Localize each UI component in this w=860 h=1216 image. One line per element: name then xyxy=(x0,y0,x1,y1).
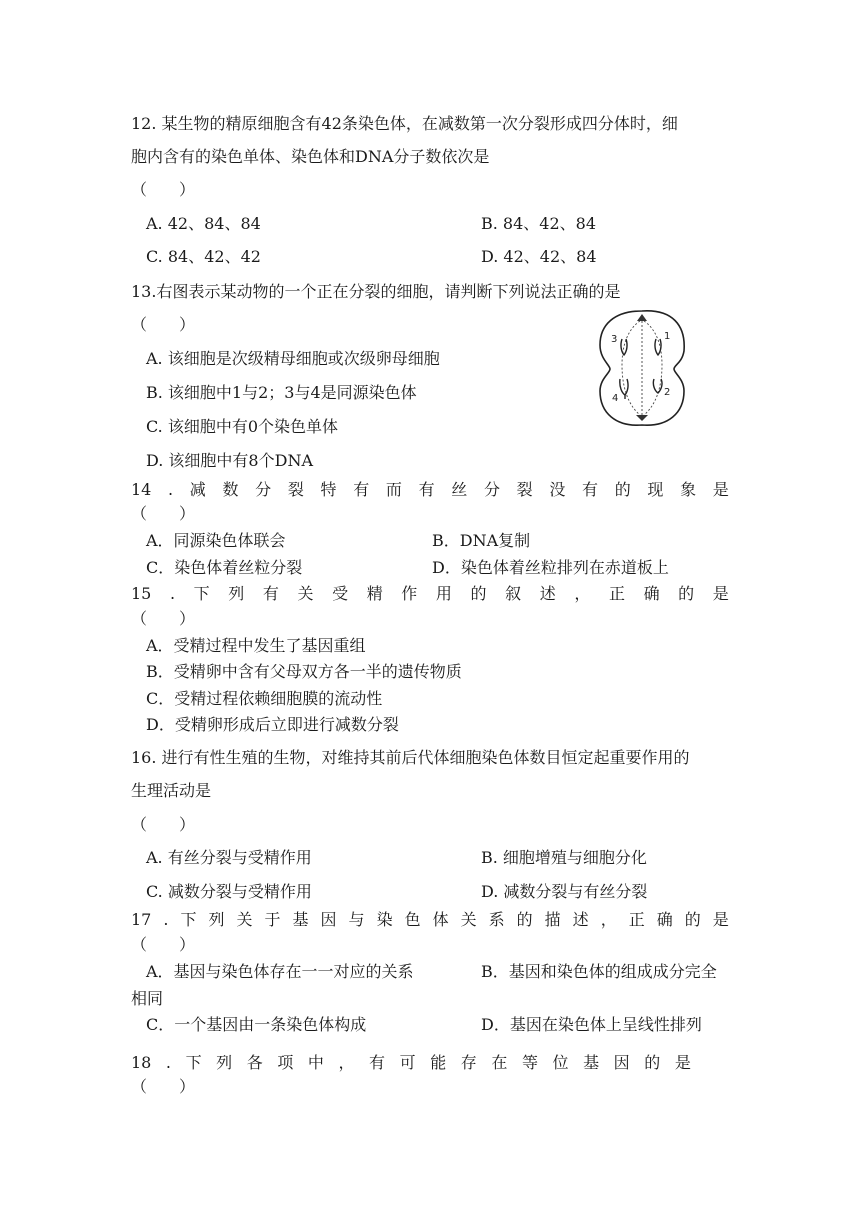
q12-answer-blank: （ ） xyxy=(131,180,196,199)
q14-stem: 14 . 减 数 分 裂 特 有 而 有 丝 分 裂 没 有 的 现 象 是 xyxy=(131,480,729,499)
q15-option-a: A．受精过程中发生了基因重组 xyxy=(146,636,366,655)
q17-stem: 17 . 下 列 关 于 基 因 与 染 色 体 关 系 的 描 述 ， 正 确 的 是 xyxy=(131,910,729,929)
chromosome-3 xyxy=(621,339,627,355)
q13-option-a: A. 该细胞是次级精母细胞或次级卵母细胞 xyxy=(146,349,440,368)
q14-option-b: B．DNA复制 xyxy=(432,531,531,550)
cell-membrane xyxy=(600,311,684,425)
q17-option-c: C．一个基因由一条染色体构成 xyxy=(146,1015,367,1034)
spindle-fibers xyxy=(622,321,662,415)
q15-option-c: C．受精过程依赖细胞膜的流动性 xyxy=(146,689,383,708)
figure-label-3: 3 xyxy=(611,334,618,345)
chromosome-1 xyxy=(655,339,661,355)
q12-option-d: D. 42、42、84 xyxy=(481,247,597,266)
dividing-cell-figure xyxy=(594,305,690,431)
figure-label-4: 4 xyxy=(612,393,619,404)
figure-label-1: 1 xyxy=(664,331,671,342)
q17-option-a: A．基因与染色体存在一一对应的关系 xyxy=(146,962,414,981)
q12-option-a: A. 42、84、84 xyxy=(146,214,261,233)
q12-stem-line2: 胞内含有的染色单体、染色体和DNA分子数依次是 xyxy=(131,147,490,166)
q16-stem-line1: 16. 进行有性生殖的生物，对维持其前后代体细胞染色体数目恒定起重要作用的 xyxy=(131,748,690,767)
q15-option-d: D．受精卵形成后立即进行减数分裂 xyxy=(146,715,399,734)
q15-stem: 15 . 下 列 有 关 受 精 作 用 的 叙 述 ， 正 确 的 是 xyxy=(131,584,729,603)
q15-answer-blank: （ ） xyxy=(131,609,196,628)
q16-option-a: A. 有丝分裂与受精作用 xyxy=(146,848,312,867)
q12-stem-line1: 12. 某生物的精原细胞含有42条染色体，在减数第一次分裂形成四分体时，细 xyxy=(131,114,678,133)
q14-option-d: D．染色体着丝粒排列在赤道板上 xyxy=(432,558,669,577)
q16-stem-line2: 生理活动是 xyxy=(131,781,212,800)
q13-option-c: C. 该细胞中有0个染色单体 xyxy=(146,417,339,436)
centriole-top xyxy=(637,314,647,321)
q18-stem: 18 . 下 列 各 项 中 ， 有 可 能 存 在 等 位 基 因 的 是 xyxy=(131,1053,691,1072)
q16-option-d: D. 减数分裂与有丝分裂 xyxy=(481,882,648,901)
q13-stem: 13.右图表示某动物的一个正在分裂的细胞，请判断下列说法正确的是 xyxy=(131,282,621,301)
q17-option-d: D．基因在染色体上呈线性排列 xyxy=(481,1015,702,1034)
q14-option-c: C．染色体着丝粒分裂 xyxy=(146,558,303,577)
q12-option-c: C. 84、42、42 xyxy=(146,247,261,266)
q17-answer-blank: （ ） xyxy=(131,935,196,954)
q17-option-b: B．基因和染色体的组成成分完全 xyxy=(481,962,717,981)
q15-option-b: B．受精卵中含有父母双方各一半的遗传物质 xyxy=(146,662,462,681)
q14-answer-blank: （ ） xyxy=(131,504,196,523)
q14-option-a: A．同源染色体联会 xyxy=(146,531,286,550)
q16-answer-blank: （ ） xyxy=(131,815,196,834)
centriole-bottom xyxy=(636,415,648,421)
q13-option-d: D. 该细胞中有8个DNA xyxy=(146,451,313,470)
q17-option-b-continued: 相同 xyxy=(131,989,164,1008)
q16-option-b: B. 细胞增殖与细胞分化 xyxy=(481,848,647,867)
q16-option-c: C. 减数分裂与受精作用 xyxy=(146,882,312,901)
q18-answer-blank: （ ） xyxy=(131,1077,196,1096)
figure-label-2: 2 xyxy=(664,387,671,398)
q13-answer-blank: （ ） xyxy=(131,315,196,334)
q13-option-b: B. 该细胞中1与2；3与4是同源染色体 xyxy=(146,383,417,402)
q12-option-b: B. 84、42、84 xyxy=(481,214,597,233)
